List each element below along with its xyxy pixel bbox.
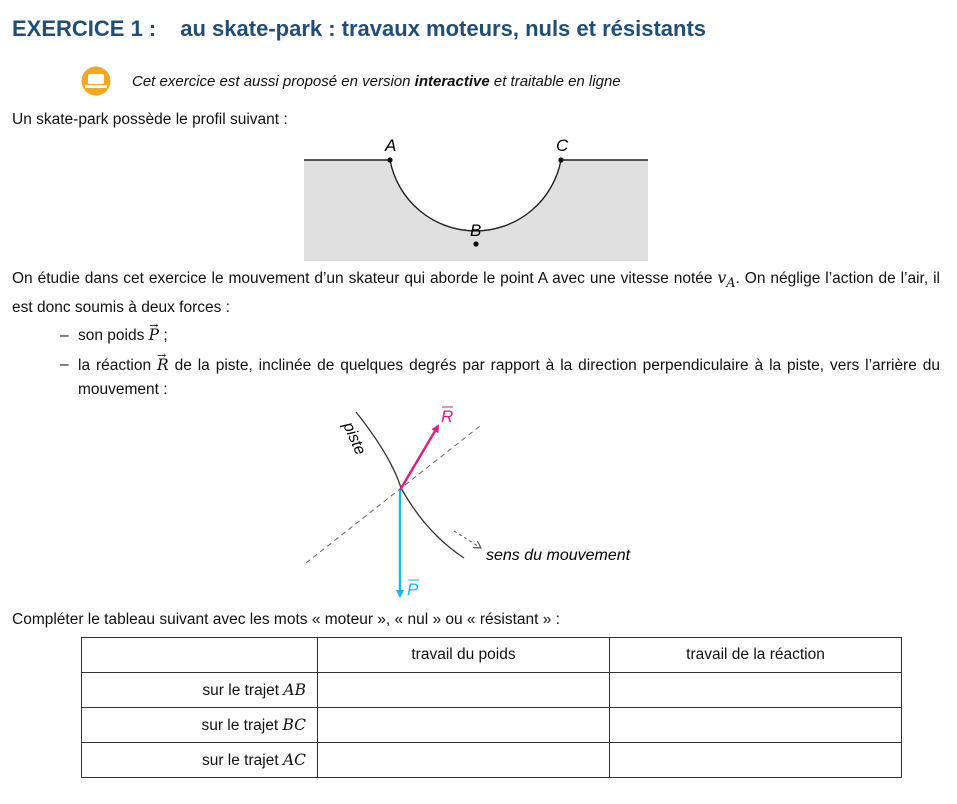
force-list-item-reaction: – la réaction → R de la piste, inclinée de quelques degrés par rapport à la direction perpendiculaire à la piste, vers l’arrière du mouvement : [12,353,940,402]
row-label: sur le trajet AB [82,673,318,708]
speed-symbol: $v_A$ [717,269,736,292]
motion-label: sens du mouvement [486,547,631,564]
force-list-item-weight: – son poids → P ; [12,323,168,348]
table-row [82,708,902,743]
table-row [82,673,902,708]
reaction-work-cell[interactable] [610,673,902,708]
point-a-marker [387,157,392,162]
point-c-label: C [556,136,569,155]
track-label: piste [339,419,369,458]
study-paragraph: On étudie dans cet exercice le mouvement d’un skateur qui aborde le point A avec une vitesse notée $v_A$. On néglige l’action de l’air, il est donc soumis à deux forces : [12,269,940,317]
table-row [82,743,902,778]
header-reaction-work: travail de la réaction [610,638,902,673]
exercise-number: EXERCICE 1 : [12,16,157,41]
row-label: sur le trajet BC [82,708,318,743]
perpendicular-dashed-line [306,426,480,563]
track-curve [356,412,464,558]
interactive-emphasis: interactive [414,72,490,90]
instruction-text: Compléter le tableau suivant avec les mots « moteur », « nul » ou « résistant » : [12,611,560,628]
point-b-marker [473,241,478,246]
interactive-note-text: Cet exercice est aussi proposé en version interactive et traitable en ligne [132,72,621,90]
laptop-icon[interactable] [78,66,114,96]
header-weight-work: travail du poids [318,638,610,673]
exercise-title [12,16,706,42]
reaction-work-cell[interactable] [610,708,902,743]
speed-subscript: A [726,276,736,292]
reaction-label: R [441,407,454,426]
forces-figure [296,398,656,602]
weight-work-cell[interactable] [318,743,610,778]
weight-work-cell[interactable] [318,708,610,743]
interactive-version-note[interactable] [78,64,621,98]
motion-direction-arrow [454,531,481,548]
reaction-vector-arrow [400,426,438,490]
table-header-empty [82,638,318,673]
skatepark-profile-figure [300,130,656,262]
reaction-work-cell[interactable] [610,743,902,778]
point-c-marker [558,157,563,162]
table-header-row [82,638,902,673]
intro-text: Un skate-park possède le profil suivant : [12,111,288,128]
weight-work-cell[interactable] [318,673,610,708]
weight-vector-symbol: → P [149,323,159,347]
exercise-heading: au skate-park : travaux moteurs, nuls et résistants [180,16,707,41]
weight-label: P [407,580,419,599]
point-a-label: A [385,136,397,155]
work-table [81,637,902,778]
point-b-label: B [470,221,482,240]
row-label: sur le trajet AC [82,743,318,778]
reaction-vector-symbol: → R [157,353,169,377]
